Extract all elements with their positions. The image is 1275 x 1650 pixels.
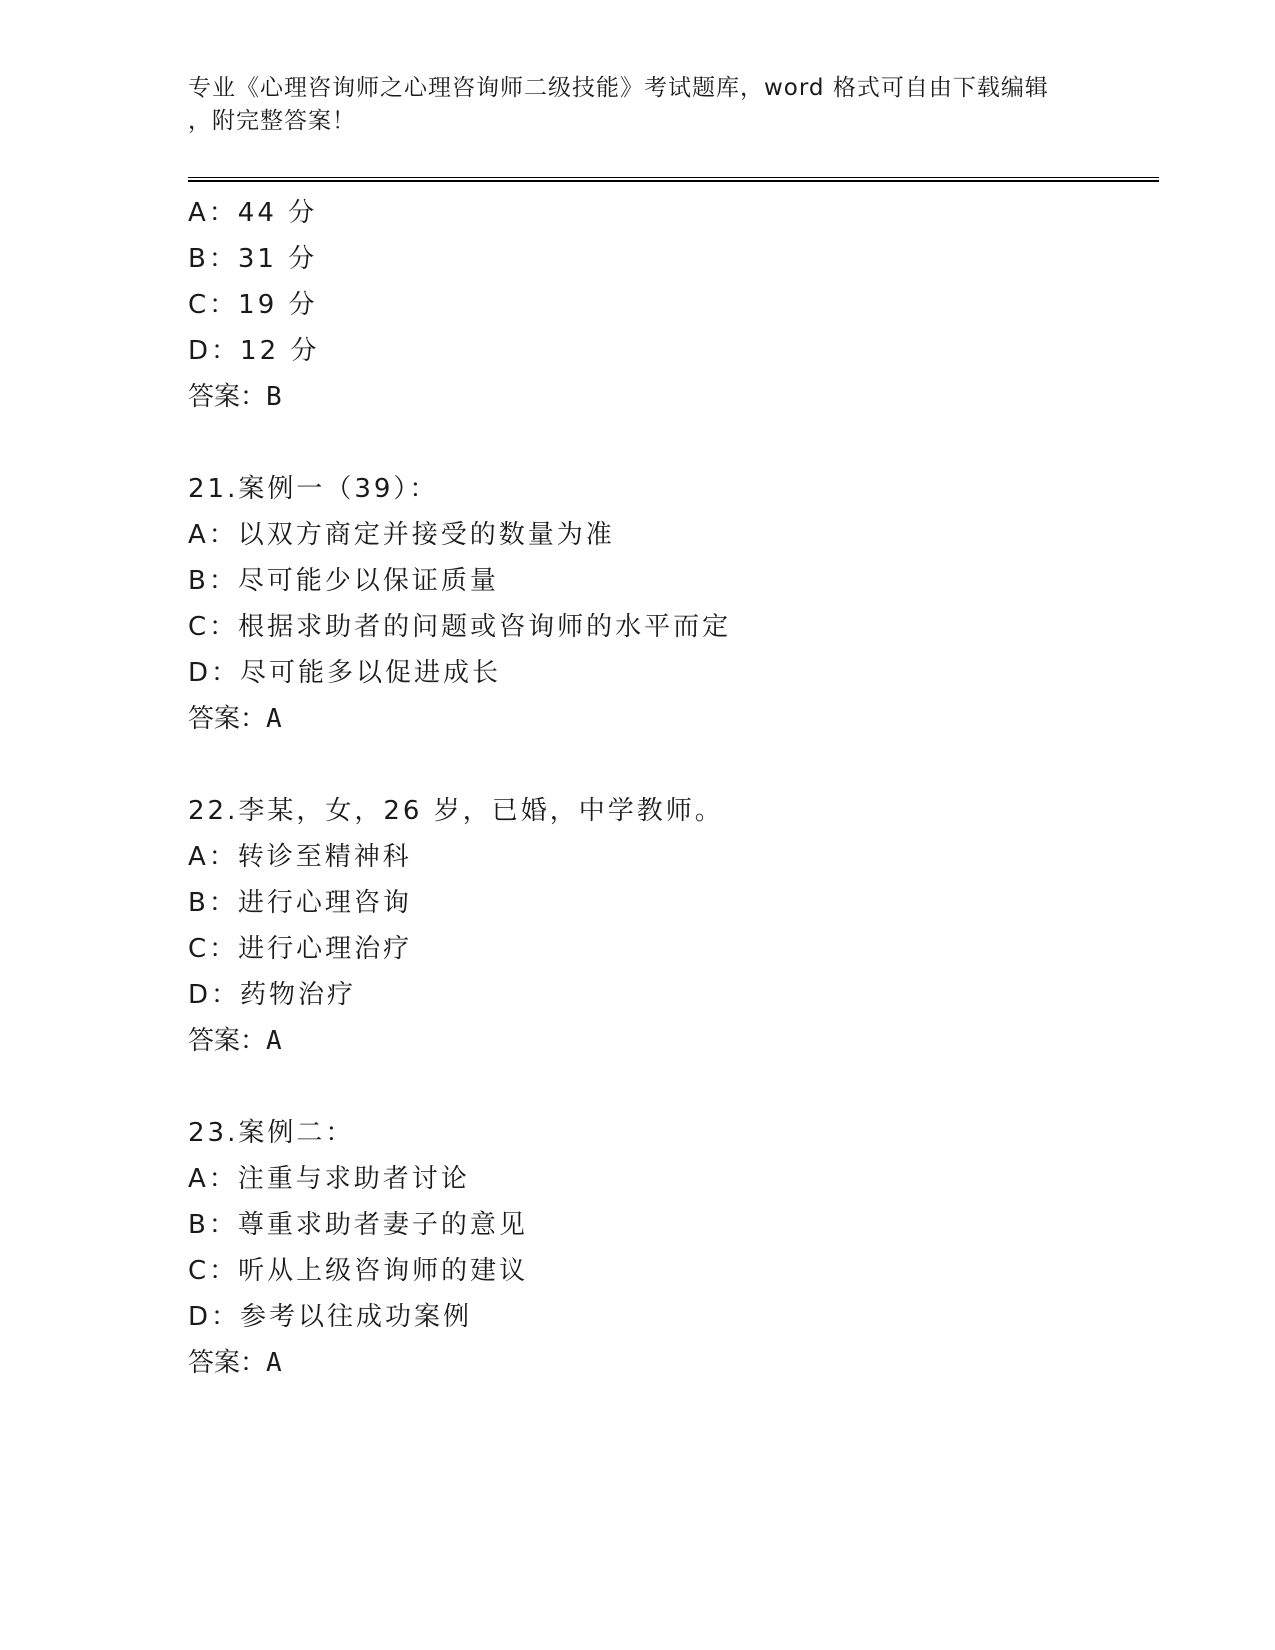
option-d: D：12 分 [188, 336, 320, 366]
spacer [188, 742, 1148, 788]
answer-line: 答案：A [188, 1348, 282, 1378]
option-c: C：19 分 [188, 290, 318, 320]
option-b: B：31 分 [188, 244, 318, 274]
question-block-22 [188, 788, 1148, 1064]
option-a: A：以双方商定并接受的数量为准 [188, 520, 615, 550]
option-c: C：听从上级咨询师的建议 [188, 1256, 529, 1286]
question-stem: 23.案例二： [188, 1118, 355, 1148]
answer-line: 答案：A [188, 1026, 282, 1056]
option-b: B：尽可能少以保证质量 [188, 566, 499, 596]
option-c: C：根据求助者的问题或咨询师的水平而定 [188, 612, 732, 642]
option-a: A：注重与求助者讨论 [188, 1164, 470, 1194]
option-b: B：尊重求助者妻子的意见 [188, 1210, 528, 1240]
question-block-23 [188, 1110, 1148, 1386]
question-list [188, 190, 1148, 1386]
option-a: A：转诊至精神科 [188, 842, 412, 872]
spacer [188, 420, 1148, 466]
question-block-20 [188, 190, 1148, 420]
option-d: D：参考以往成功案例 [188, 1302, 473, 1332]
header-line-1: 专业《心理咨询师之心理咨询师二级技能》考试题库，word 格式可自由下载编辑 [188, 75, 1049, 101]
answer-line: 答案：A [188, 704, 282, 734]
option-a: A：44 分 [188, 198, 318, 228]
answer-line: 答案：B [188, 382, 282, 412]
option-b: B：进行心理咨询 [188, 888, 412, 918]
document-header [188, 72, 1088, 138]
question-stem: 22.李某，女，26 岁，已婚，中学教师。 [188, 796, 724, 826]
option-d: D：药物治疗 [188, 980, 357, 1010]
option-d: D：尽可能多以促进成长 [188, 658, 502, 688]
question-stem: 21.案例一（39）： [188, 474, 439, 504]
question-block-21 [188, 466, 1148, 742]
option-c: C：进行心理治疗 [188, 934, 413, 964]
header-line-2: ，附完整答案！ [188, 108, 356, 134]
header-divider-thin [188, 177, 1159, 178]
header-divider-thick [188, 180, 1159, 182]
spacer [188, 1064, 1148, 1110]
